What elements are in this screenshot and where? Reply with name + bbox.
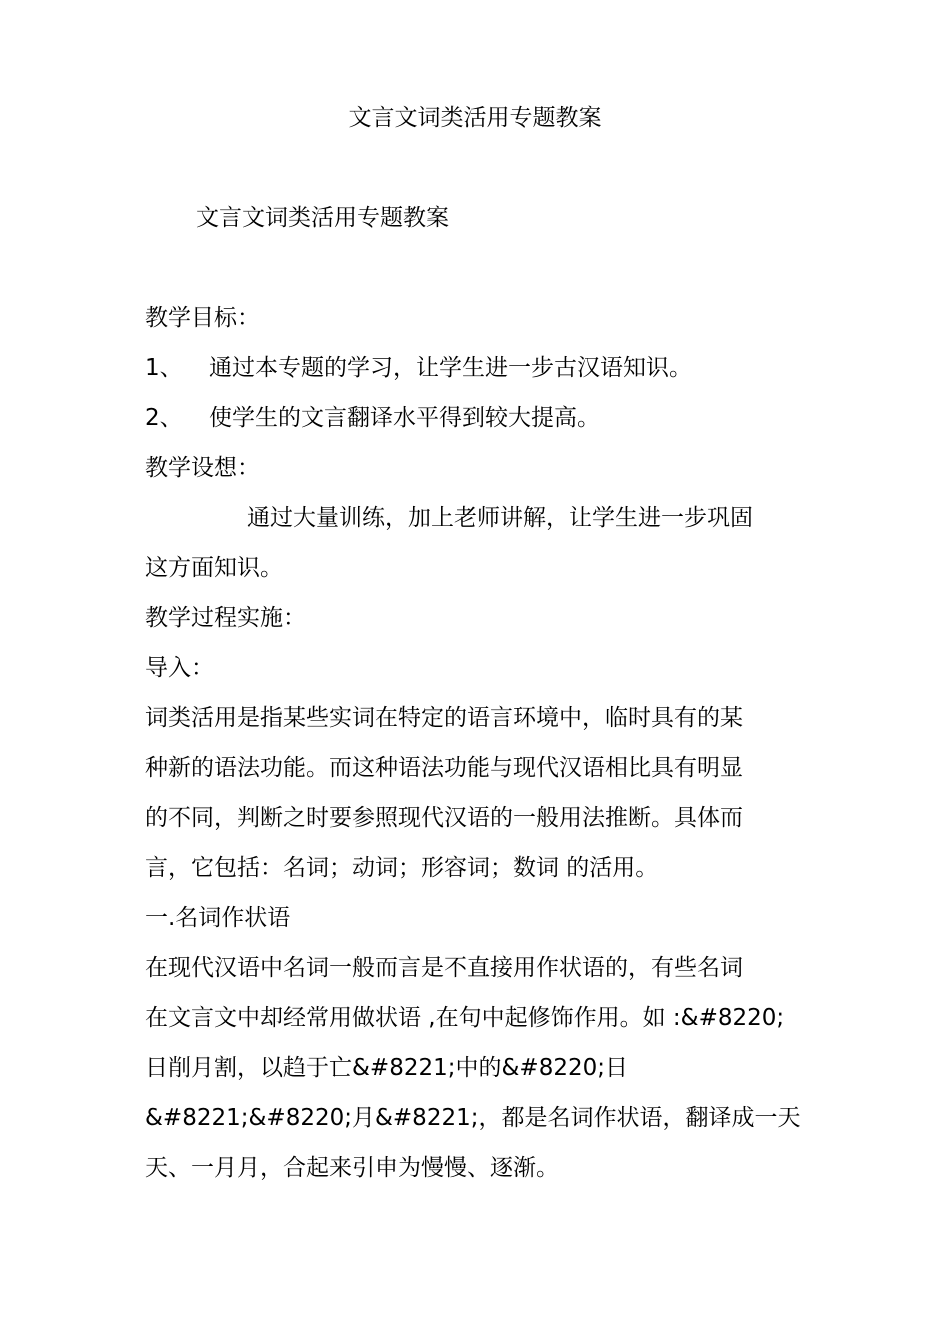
- objective-number: 2、: [145, 405, 183, 431]
- section1-paragraph-line: 日削月割，以趋于亡&#8221;中的&#8220;日: [145, 1055, 628, 1081]
- objectives-heading: 教学目标：: [145, 305, 260, 331]
- document-subtitle: 文言文词类活用专题教案: [196, 205, 449, 231]
- objective-text: 通过本专题的学习，让学生进一步古汉语知识。: [209, 355, 692, 381]
- intro-paragraph-line: 的不同，判断之时要参照现代汉语的一般用法推断。具体而: [145, 805, 743, 831]
- objective-number: 1、: [145, 355, 183, 381]
- process-heading: 教学过程实施：: [145, 605, 306, 631]
- document-title: 文言文词类活用专题教案: [348, 105, 602, 131]
- concept-heading: 教学设想：: [145, 455, 260, 481]
- section1-heading: 一.名词作状语: [145, 905, 291, 931]
- concept-paragraph-line: 这方面知识。: [145, 555, 283, 581]
- concept-paragraph-line: 通过大量训练，加上老师讲解，让学生进一步巩固: [247, 505, 753, 531]
- intro-paragraph-line: 词类活用是指某些实词在特定的语言环境中，临时具有的某: [145, 705, 743, 731]
- objective-item: [145, 403, 600, 433]
- section1-paragraph-line: 在现代汉语中名词一般而言是不直接用作状语的，有些名词: [145, 955, 743, 981]
- intro-paragraph-line: 言，它包括：名词；动词；形容词；数词 的活用。: [145, 855, 659, 881]
- section1-paragraph-line: 天、一月月，合起来引申为慢慢、逐渐。: [145, 1155, 559, 1181]
- intro-paragraph-line: 种新的语法功能。而这种语法功能与现代汉语相比具有明显: [145, 755, 743, 781]
- section1-paragraph-line: &#8221;&#8220;月&#8221;，都是名词作状语，翻译成一天: [145, 1105, 801, 1131]
- section1-paragraph-line: 在文言文中却经常用做状语 ,在句中起修饰作用。如 :&#8220;: [145, 1005, 785, 1031]
- intro-heading: 导入：: [145, 655, 214, 681]
- objective-text: 使学生的文言翻译水平得到较大提高。: [209, 405, 600, 431]
- objective-item: [145, 353, 692, 383]
